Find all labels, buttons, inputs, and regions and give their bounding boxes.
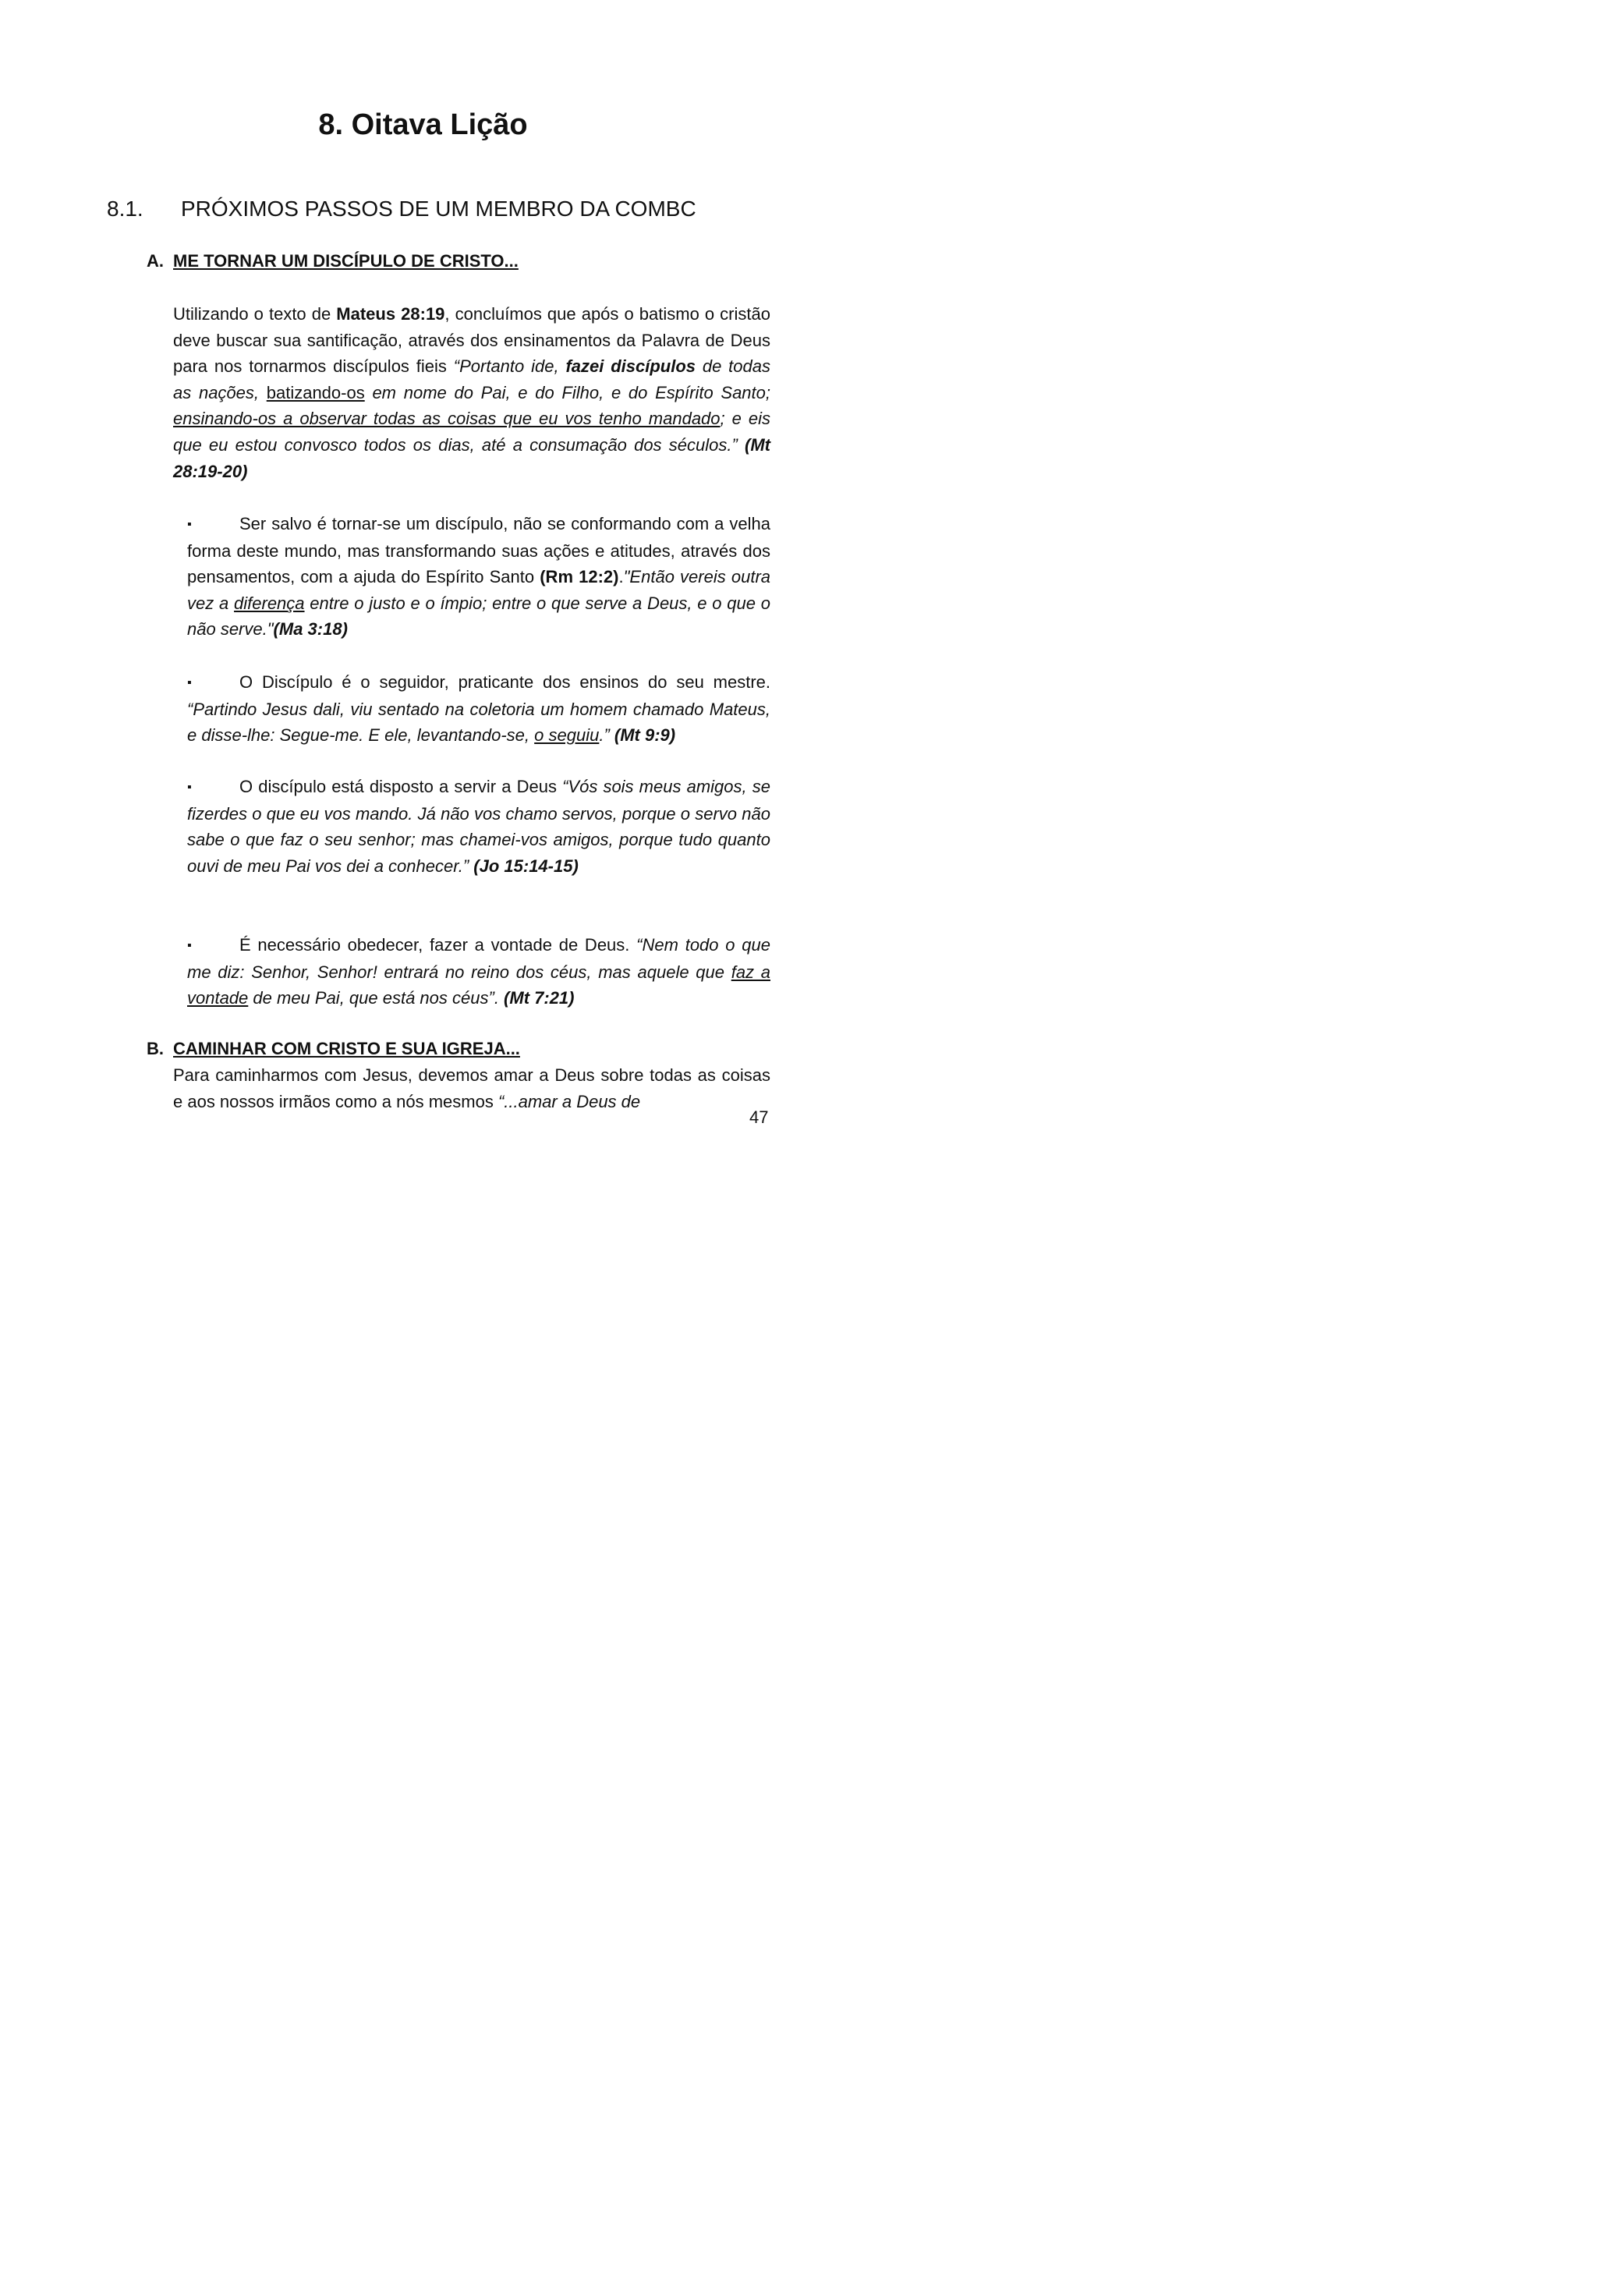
intro-text-2: , concluímos que após o batismo o cristão deve buscar sua santificação, através dos ensinamentos da Palavra de Deus para nos tornarmos discípulos fieis xyxy=(173,304,770,377)
bullet-2-quote-underline: o seguiu xyxy=(534,725,600,746)
square-bullet-icon: ▪ xyxy=(187,781,192,794)
bullet-4-quote-underline: faz a vontade xyxy=(187,962,770,1008)
bullet-4-quote-1: “Nem todo o que me diz: Senhor, Senhor! entrará no reino dos céus, mas aquele que xyxy=(187,935,770,982)
subsection-b-title: CAMINHAR COM CRISTO E SUA IGREJA... xyxy=(173,1039,520,1058)
intro-quote-bold: fazei discípulos xyxy=(565,356,696,377)
intro-quote-3: em nome do Pai, e do Filho, e do Espírito Santo; xyxy=(364,382,771,402)
subsection-b-quote: “...amar a Deus de xyxy=(498,1091,641,1111)
bullet-1-quote-1: "Então vereis outra vez a xyxy=(187,567,771,613)
bullet-1-quote-underline: diferença xyxy=(234,593,305,613)
intro-paragraph xyxy=(173,301,770,484)
subsection-b-text: Para caminharmos com Jesus, devemos amar a Deus sobre todas as coisas e aos nossos irmãos como a nós mesmos xyxy=(173,1065,770,1111)
subsection-a-letter: A. xyxy=(147,251,164,271)
bullet-3-quote: “Vós sois meus amigos, se fizerdes o que eu vos mando. Já não vos chamo servos, porque o servo não sabe o que faz o seu senhor; mas chamei-vos amigos, porque tudo quanto ouvi de meu Pai vos dei a conhecer.” xyxy=(187,777,771,876)
bullet-1-ref-2: (Ma 3:18) xyxy=(273,619,348,640)
intro-quote-underline-1: batizando-os xyxy=(266,382,365,402)
subsection-a-title: ME TORNAR UM DISCÍPULO DE CRISTO... xyxy=(173,251,519,271)
bullet-1-text: Ser salvo é tornar-se um discípulo, não se conformando com a velha forma deste mundo, mas transformando suas ações e atitudes, através dos pensamentos, com a ajuda do Espírito Santo xyxy=(187,514,770,587)
lesson-title: 8. Oitava Lição xyxy=(318,108,528,141)
intro-quote-reference: (Mt 28:19-20) xyxy=(173,434,770,481)
intro-reference: Mateus 28:19 xyxy=(336,304,445,324)
bullet-2-text: O Discípulo é o seguidor, praticante dos ensinos do seu mestre. xyxy=(239,672,770,692)
bullet-4-ref: (Mt 7:21) xyxy=(504,988,575,1008)
bullet-4-quote-2: de meu Pai, que está nos céus”. xyxy=(248,988,505,1008)
bullet-1-quote-2: entre o justo e o ímpio; entre o que serve a Deus, e o que o não serve." xyxy=(187,593,771,640)
square-bullet-icon: ▪ xyxy=(187,939,192,952)
bullet-4-text: É necessário obedecer, fazer a vontade de Deus. xyxy=(239,935,637,955)
bullet-2-ref: (Mt 9:9) xyxy=(614,725,676,746)
section-heading: PRÓXIMOS PASSOS DE UM MEMBRO DA COMBC xyxy=(181,197,696,221)
bullet-item-1 xyxy=(187,511,770,643)
bullet-1-text-2: . xyxy=(618,567,624,587)
section-number: 8.1. xyxy=(107,197,143,221)
intro-text-1: Utilizando o texto de xyxy=(173,304,337,324)
bullet-item-3 xyxy=(187,774,770,879)
bullet-2-quote-1: “Partindo Jesus dali, viu sentado na coletoria um homem chamado Mateus, e disse-lhe: Segue-me. E ele, levantando-se, xyxy=(187,699,770,746)
bullet-3-ref: (Jo 15:14-15) xyxy=(473,856,579,876)
intro-quote-4: ; e eis que eu estou convosco todos os dias, até a consumação dos séculos.” xyxy=(173,409,770,455)
bullet-3-text: O discípulo está disposto a servir a Deus xyxy=(239,777,563,796)
bullet-1-ref-1: (Rm 12:2) xyxy=(540,567,619,587)
square-bullet-icon: ▪ xyxy=(187,676,192,689)
page-number: 47 xyxy=(749,1107,769,1127)
subsection-b-letter: B. xyxy=(147,1039,164,1058)
intro-quote-1: “Portanto ide, xyxy=(453,356,566,377)
bullet-item-4 xyxy=(187,932,770,1012)
square-bullet-icon: ▪ xyxy=(187,518,192,531)
subsection-b-paragraph xyxy=(173,1062,770,1114)
bullet-2-quote-2: .” xyxy=(599,725,614,746)
intro-quote-underline-2: ensinando-os a observar todas as coisas que eu vos tenho mandado xyxy=(173,409,721,429)
document-page xyxy=(0,0,846,1195)
intro-quote-2: de todas as nações, xyxy=(173,356,770,402)
bullet-item-2 xyxy=(187,669,770,749)
